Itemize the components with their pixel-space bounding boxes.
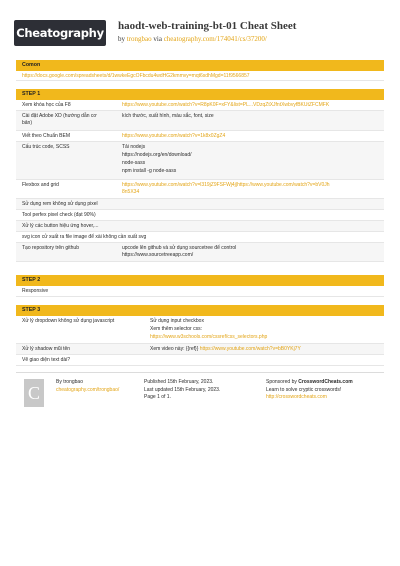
row-value-line: Sử dụng input checkbox <box>150 318 204 324</box>
row-value-prefix: Xem video này: {{ref}} <box>150 346 199 352</box>
row-label: Xử lý shadow mũi tên <box>22 346 71 352</box>
table-row <box>16 71 384 81</box>
footer-author-name: trongbao <box>63 379 83 385</box>
table-row <box>16 286 384 297</box>
site-link[interactable]: cheatography.com/174041/cs/37200/ <box>163 35 267 43</box>
row-link[interactable]: https://www.youtube.com/watch?v=l319jZ9FSFWj4j|https://www.youtube.com/watch?v=bV0Jh <box>122 182 330 188</box>
row-label: Sử dụng rem không sử dụng pixel <box>22 201 98 207</box>
footer-author <box>56 379 119 394</box>
row-value <box>150 346 301 353</box>
footer-dates <box>144 379 220 402</box>
row-link[interactable]: https://www.youtube.com/watch?v=R8pK0F=xFY&list=PL...VDzqZtXJfntXwbvyfBKUtZFCMFK <box>122 102 330 108</box>
row-link[interactable]: https://www.youtube.com/watch?v=1k8x0ZgZ4 <box>122 133 226 139</box>
sponsor-link[interactable]: http://crosswordcheats.com <box>266 394 327 400</box>
row-label: Viết theo Chuẩn BEM <box>22 133 70 139</box>
table-row <box>16 221 384 232</box>
row-value-line: upcode lên github và sử dụng sourcetree để control <box>122 245 237 251</box>
row-label: Xử lý các button hiệu ứng hover,... <box>22 223 99 229</box>
footer-sponsor <box>266 379 353 402</box>
table-row <box>16 180 384 199</box>
section-header-step3: STEP 3 <box>16 305 384 316</box>
section-header-comon: Comon <box>16 60 384 71</box>
row-link[interactable]: https://www.youtube.com/watch?v=bB0YKj7Y <box>199 346 301 352</box>
table-row <box>16 131 384 142</box>
table-row <box>16 111 384 131</box>
comon-url-link[interactable]: https://docs.google.com/spreadsheets/d/1wwkeEgcOFbcdu4wdHG2kmmvy=mqt6sdhMgd=11f9566857 <box>22 72 250 79</box>
row-link[interactable]: https://www.w3schools.com/cssref/css_selectors.php <box>150 334 268 340</box>
table-row <box>16 232 384 243</box>
row-label: Responsive <box>22 288 49 294</box>
row-label: Cấu trúc code, SCSS <box>22 144 70 150</box>
by-label: By <box>56 379 62 385</box>
via-label: via <box>153 35 162 43</box>
footer-author-link[interactable]: cheatography.com/trongbao/ <box>56 386 120 393</box>
table-row <box>16 243 384 262</box>
row-label: svg icon cử xuất ra file image để xài không cần xuất svg <box>22 234 147 240</box>
table-row <box>16 344 384 355</box>
sponsor-pre: Sponsored by <box>266 379 297 385</box>
row-label: Flexbox and grid <box>22 182 59 188</box>
table-row <box>16 199 384 210</box>
row-value-line: Xem thêm selector css: <box>150 326 202 332</box>
header <box>0 0 400 56</box>
row-value: kích thước, xuất hình, màu sắc, font, size <box>122 113 214 119</box>
row-label: Vẽ giao diện text dài? <box>22 357 71 363</box>
row-value-line: node-sass <box>122 160 146 166</box>
page-count: Page 1 of 1. <box>144 394 171 400</box>
row-value-line: https://www.sourcetreeapp.com/ <box>122 252 194 258</box>
published-date: Published 15th February, 2023. <box>144 379 214 385</box>
author-link[interactable]: trongbao <box>126 35 152 43</box>
section-header-step2: STEP 2 <box>16 275 384 286</box>
author-avatar[interactable]: C <box>24 379 44 407</box>
row-label: Xem khóa học của F8 <box>22 102 71 108</box>
section-header-step1: STEP 1 <box>16 89 384 100</box>
table-row <box>16 316 384 344</box>
row-label: Xử lý dropdown không sử dụng javascript <box>22 318 115 324</box>
table-row <box>16 355 384 366</box>
sponsor-name: CrosswordCheats.com <box>298 379 353 385</box>
updated-date: Last updated 15th February, 2023. <box>144 386 221 393</box>
table-row <box>16 210 384 221</box>
row-label: Tạo repository trên github <box>22 245 79 251</box>
table-row <box>16 100 384 111</box>
byline <box>118 35 267 43</box>
row-value-line: Tải nodejs <box>122 144 146 150</box>
row-label: Cài đặt Adobe XD (hướng dẫn cơ <box>22 113 97 119</box>
footer <box>16 372 384 421</box>
page-title: haodt-web-training-bt-01 Cheat Sheet <box>118 20 297 32</box>
row-label: Tool perfex pixel check (đạt 90%) <box>22 212 96 218</box>
row-value-line: https://nodejs.org/en/download/ <box>122 152 192 158</box>
by-label: by <box>118 35 125 43</box>
row-label-cont: bản) <box>22 120 33 126</box>
table-row <box>16 142 384 180</box>
row-link-cont[interactable]: 8n5X34 <box>122 189 140 195</box>
cheatography-logo[interactable]: Cheatography <box>14 20 106 46</box>
sponsor-tagline: Learn to solve cryptic crosswords! <box>266 386 342 393</box>
row-value-line: npm install -g node-sass <box>122 168 177 174</box>
